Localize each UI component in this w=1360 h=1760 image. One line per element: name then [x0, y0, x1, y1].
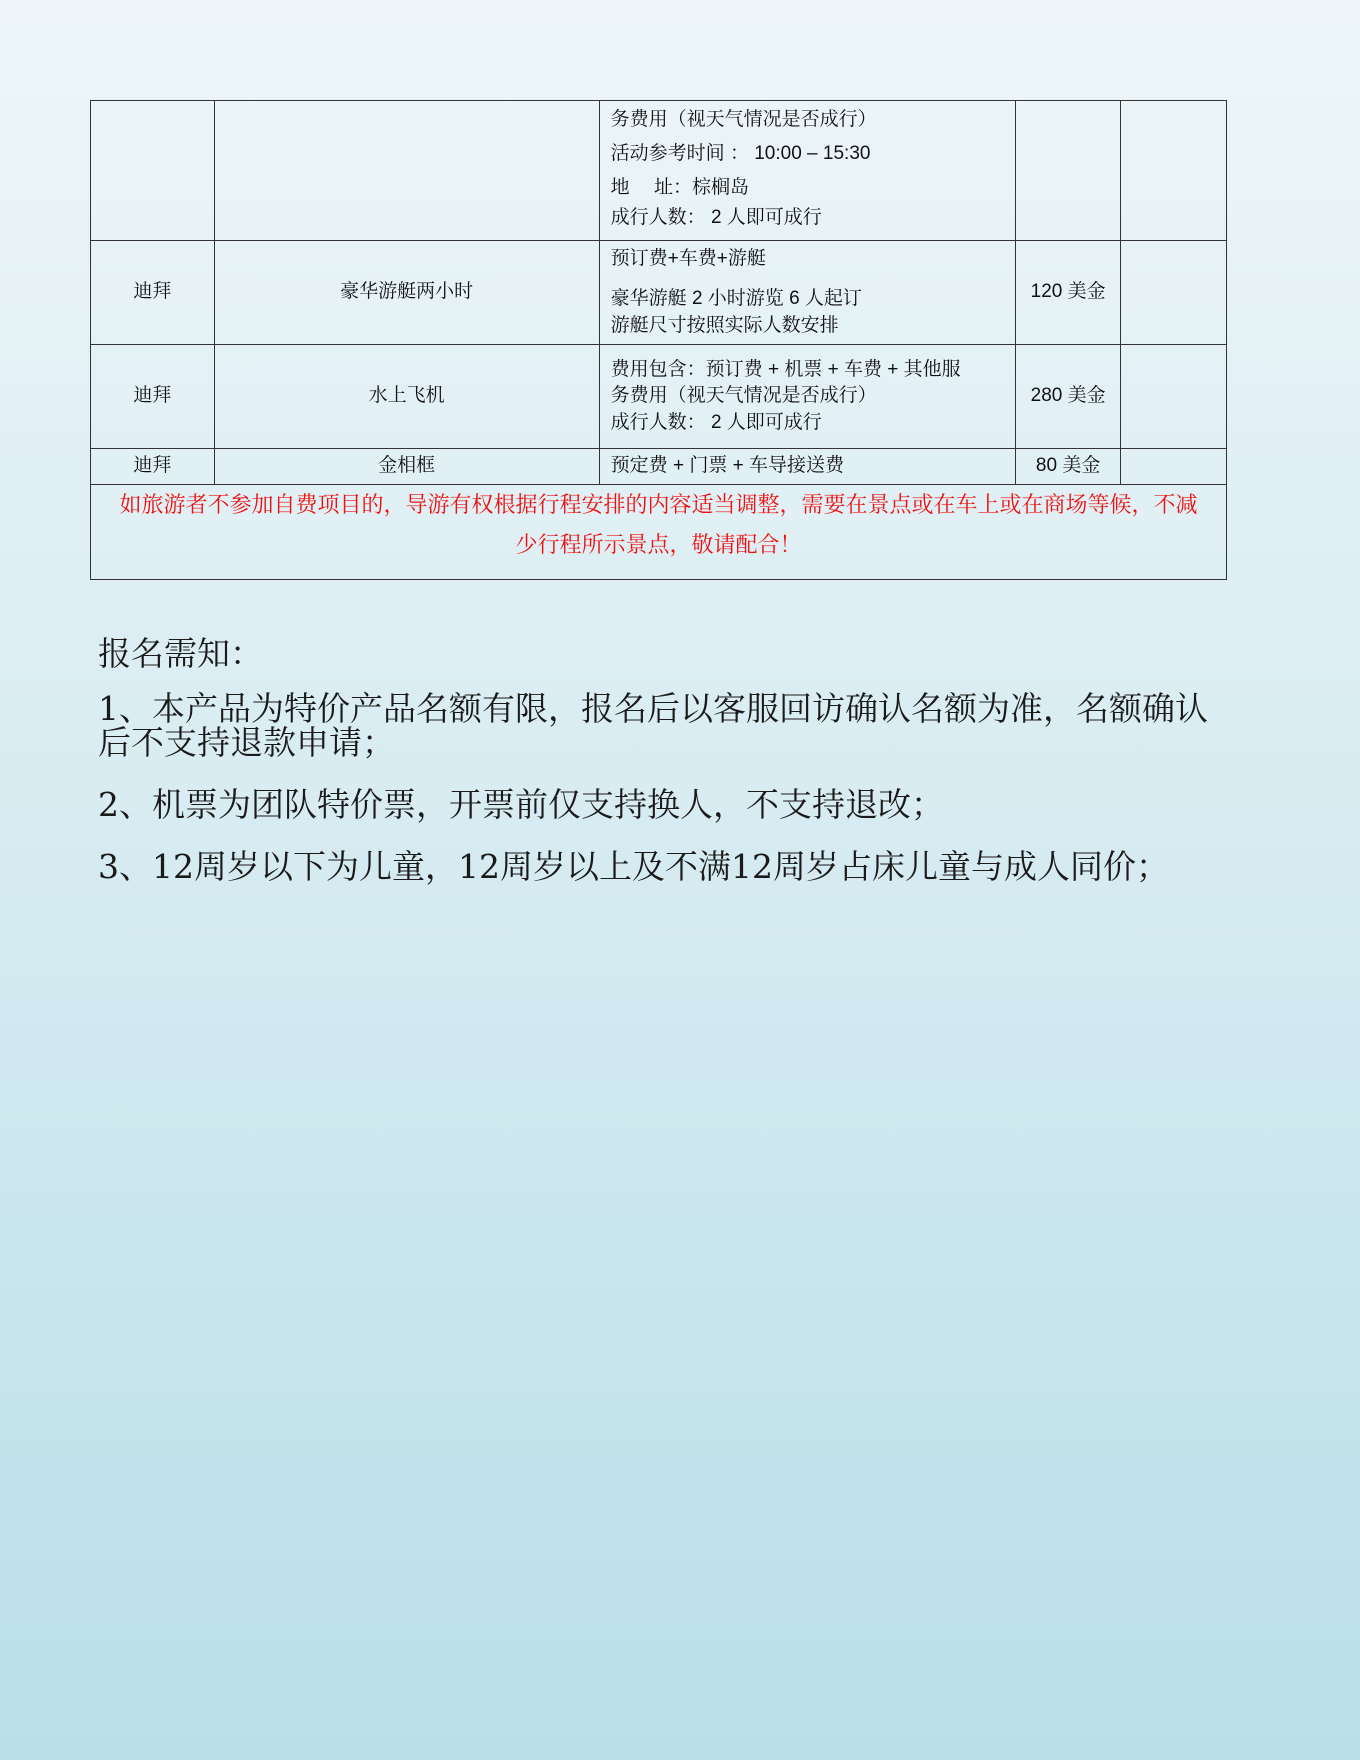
fee-description-cell — [599, 449, 1015, 485]
city-cell: 迪拜 — [91, 345, 215, 449]
remarks-cell — [1121, 241, 1227, 345]
notes-item: 2、机票为团队特价票，开票前仅支持换人，不支持退改； — [98, 785, 944, 824]
notice-row — [91, 485, 1227, 580]
notes-item: 3、12周岁以下为儿童，12周岁以上及不满12周岁占床儿童与成人同价； — [98, 847, 1169, 886]
registration-notes — [98, 632, 1238, 912]
fee-description-cell — [599, 345, 1015, 449]
notice-line: 如旅游者不参加自费项目的，导游有权根据行程安排的内容适当调整，需要在景点或在车上或在商场等候，不减 — [119, 492, 1198, 517]
fee-description-line: 成行人数： 2 人即可成行 — [610, 207, 822, 229]
notice-line: 少行程所示景点，敬请配合！ — [515, 532, 802, 557]
fee-description-line: 成行人数： 2 人即可成行 — [610, 411, 822, 433]
activity-name-cell: 金相框 — [214, 449, 599, 485]
fee-description-line: 费用包含：预订费 + 机票 + 车费 + 其他服 — [610, 358, 961, 380]
notes-item: 1、本产品为特价产品名额有限，报名后以客服回访确认名额为准，名额确认后不支持退款申请； — [98, 689, 1208, 762]
price-cell: 80 美金 — [1015, 449, 1121, 485]
fee-description-line: 豪华游艇 2 小时游览 6 人起订 — [610, 288, 862, 310]
self-pay-notice — [91, 485, 1227, 580]
fee-description-line: 地 址：棕榈岛 — [610, 176, 749, 198]
remarks-cell — [1121, 345, 1227, 449]
activity-name-cell — [214, 101, 599, 241]
fee-description-cell — [599, 241, 1015, 345]
fee-description-line: 预定费 + 门票 + 车导接送费 — [610, 455, 844, 477]
table-row — [91, 345, 1227, 449]
activity-name-cell: 豪华游艇两小时 — [214, 241, 599, 345]
table-row — [91, 449, 1227, 485]
fee-description-line: 务费用（视天气情况是否成行） — [610, 385, 877, 407]
price-cell: 120 美金 — [1015, 241, 1121, 345]
price-cell: 280 美金 — [1015, 345, 1121, 449]
remarks-cell — [1121, 449, 1227, 485]
fee-description-line: 游艇尺寸按照实际人数安排 — [610, 314, 839, 336]
table-row — [91, 241, 1227, 345]
notes-heading: 报名需知： — [98, 634, 263, 673]
city-cell: 迪拜 — [91, 449, 215, 485]
fee-description-line: 活动参考时间 ： 10:00 – 15:30 — [610, 142, 871, 164]
price-cell — [1015, 101, 1121, 241]
remarks-cell — [1121, 101, 1227, 241]
city-cell — [91, 101, 215, 241]
optional-activities-fee-table — [90, 100, 1227, 580]
fee-description-line: 务费用（视天气情况是否成行） — [610, 109, 877, 131]
fee-description-line: 预订费+车费+游艇 — [610, 247, 766, 269]
activity-name-cell: 水上飞机 — [214, 345, 599, 449]
city-cell: 迪拜 — [91, 241, 215, 345]
table-row — [91, 101, 1227, 241]
fee-description-cell — [599, 101, 1015, 241]
